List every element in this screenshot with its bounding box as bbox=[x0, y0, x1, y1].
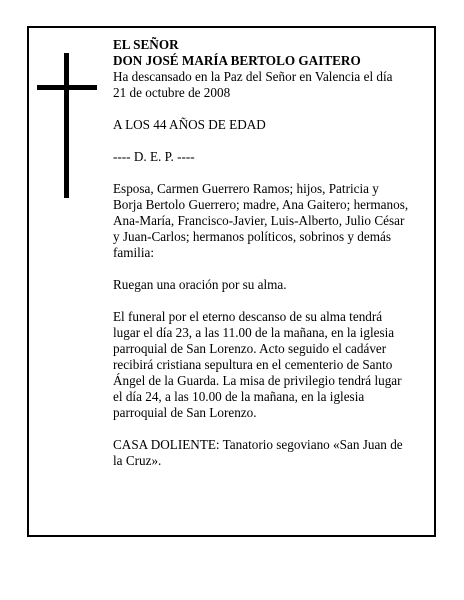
death-date: 21 de octubre de 2008 bbox=[113, 85, 231, 100]
title-line-1: EL SEÑOR bbox=[113, 37, 179, 52]
funeral-line-3: parroquial de San Lorenzo. Acto seguido el cadáver bbox=[113, 341, 387, 356]
rip-line: ---- D. E. P. ---- bbox=[113, 149, 195, 164]
age-line: A LOS 44 AÑOS DE EDAD bbox=[113, 117, 266, 132]
obituary-text bbox=[113, 37, 425, 469]
funeral-line-2: lugar el día 23, a las 11.00 de la mañana, en la iglesia bbox=[113, 325, 395, 340]
cross-horizontal-bar bbox=[37, 85, 97, 90]
family-line-2: Borja Bertolo Guerrero; madre, Ana Gaitero; hermanos, bbox=[113, 197, 409, 212]
funeral-line-5: Ángel de la Guarda. La misa de privilegio tendrá lugar bbox=[113, 373, 402, 388]
funeral-line-7: parroquial de San Lorenzo. bbox=[113, 405, 257, 420]
family-line-5: familia: bbox=[113, 245, 155, 260]
prayer-line: Ruegan una oración por su alma. bbox=[113, 277, 287, 292]
house-line-1: CASA DOLIENTE: Tanatorio segoviano «San Juan de bbox=[113, 437, 403, 452]
family-line-3: Ana-María, Francisco-Javier, Luis-Alberto, Julio César bbox=[113, 213, 405, 228]
cross-vertical-bar bbox=[64, 53, 69, 198]
cross-icon bbox=[37, 53, 97, 198]
family-line-1: Esposa, Carmen Guerrero Ramos; hijos, Patricia y bbox=[113, 181, 379, 196]
funeral-line-4: recibirá cristiana sepultura en el cementerio de Santo bbox=[113, 357, 393, 372]
funeral-line-1: El funeral por el eterno descanso de su alma tendrá bbox=[113, 309, 383, 324]
death-line-1: Ha descansado en la Paz del Señor en Valencia el día bbox=[113, 69, 393, 84]
family-line-4: y Juan-Carlos; hermanos políticos, sobrinos y demás bbox=[113, 229, 391, 244]
funeral-line-6: el día 24, a las 10.00 de la mañana, en la iglesia bbox=[113, 389, 365, 404]
house-line-2: la Cruz». bbox=[113, 453, 162, 468]
deceased-name: DON JOSÉ MARÍA BERTOLO GAITERO bbox=[113, 53, 361, 68]
